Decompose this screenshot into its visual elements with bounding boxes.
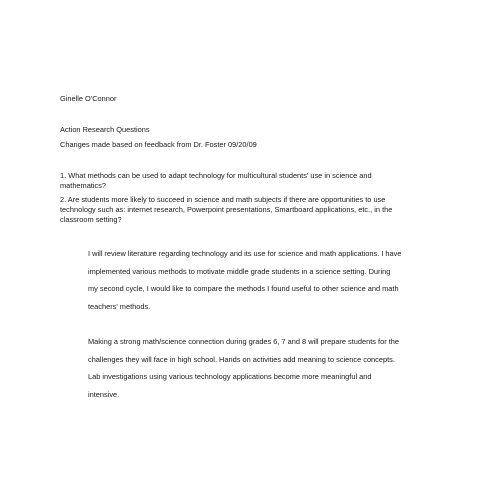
paragraph-line: teachers' methods. (88, 301, 151, 311)
question-2 (60, 195, 450, 226)
question-line: 1. What methods can be used to adapt technology for multicultural students' use in science and (60, 171, 372, 180)
paragraph-line: challenges they will face in high school. Hands on activities add meaning to science concepts. (88, 354, 395, 364)
paragraph-line: I will review literature regarding technology and its use for science and math applications. I have (88, 249, 402, 258)
question-line: classroom setting? (60, 215, 122, 225)
paragraph-line: Lab investigations using various technology applications become more meaningful and (88, 372, 372, 382)
section-title: Action Research Questions (60, 125, 150, 134)
paragraph-line: implemented various methods to motivate middle grade students in a science setting. During (88, 266, 391, 276)
paragraph-2 (88, 333, 450, 403)
question-line: mathematics? (60, 181, 107, 191)
paragraph-line: Making a strong math/science connection during grades 6, 7 and 8 will prepare students for the (88, 337, 399, 346)
question-line: 2. Are students more likely to succeed in science and math subjects if there are opportunities to use (60, 195, 386, 204)
author-name: Ginelle O'Connor (60, 94, 117, 103)
paragraph-line: intensive. (88, 389, 120, 399)
paragraph-line: my second cycle, I would like to compare the methods I found useful to other science and math (88, 284, 399, 294)
revision-note: Changes made based on feedback from Dr. Foster 09/20/09 (60, 140, 257, 149)
question-1 (60, 171, 450, 191)
paragraph-1 (88, 245, 450, 315)
question-line: technology such as: internet research, Powerpoint presentations, Smartboard applications, etc., in the (60, 205, 393, 215)
